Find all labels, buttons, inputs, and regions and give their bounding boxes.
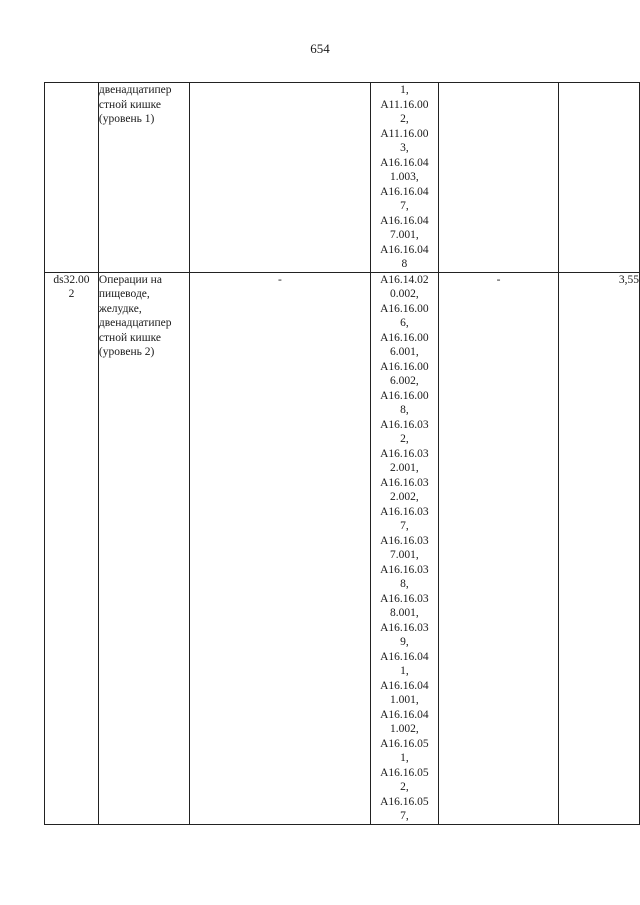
extra-criteria-cell: - (438, 272, 558, 824)
criteria-cell: - (189, 272, 370, 824)
service-code-line: A16.16.03 (380, 447, 429, 460)
group-code-line: ds32.00 (53, 273, 90, 286)
service-codes-cell (370, 83, 438, 273)
group-name-line: желудке, (98, 302, 142, 315)
tariff-table (44, 82, 640, 825)
criteria-cell (189, 83, 370, 273)
extra-criteria-cell (438, 83, 558, 273)
service-code-line: A16.16.00 (380, 302, 429, 315)
group-name-line: двенадцатипер (98, 84, 172, 96)
service-code-line: A16.16.03 (380, 476, 429, 489)
service-code-line: A16.16.03 (380, 592, 429, 605)
group-name-line: (уровень 2) (98, 346, 155, 358)
group-code-line: 2 (68, 288, 75, 300)
service-codes-cell (370, 272, 438, 824)
service-code-line: A11.16.00 (380, 98, 429, 111)
service-code-line: A16.16.04 (380, 679, 429, 692)
service-code-line: A16.16.00 (380, 389, 429, 402)
service-code-line: 6.002, (390, 375, 419, 387)
page-number: 654 (310, 41, 330, 56)
service-code-line: 8, (400, 404, 409, 416)
service-code-line: A16.16.04 (380, 708, 429, 721)
service-code-line: 2, (400, 433, 409, 445)
group-name-line: стной кишке (98, 331, 161, 344)
service-code-line: A16.16.03 (380, 505, 429, 518)
service-code-line: A16.16.04 (380, 185, 429, 198)
service-code-line: A16.16.03 (380, 534, 429, 547)
service-code-line: 1.001, (390, 694, 419, 706)
service-code-line: 2, (400, 781, 409, 793)
service-code-line: A16.16.03 (380, 621, 429, 634)
table-row (45, 272, 640, 824)
service-code-line: 3, (400, 142, 409, 154)
service-code-line: 7, (400, 810, 409, 822)
service-code-line: A16.16.04 (380, 650, 429, 663)
service-code-line: 1, (400, 84, 409, 96)
service-code-line: 8 (401, 258, 408, 270)
service-code-line: 7, (400, 200, 409, 212)
coefficient-cell: 3,55 (559, 272, 640, 824)
service-code-line: 2, (400, 113, 409, 125)
service-code-line: 1, (400, 752, 409, 764)
service-code-line: A16.16.04 (380, 156, 429, 169)
group-name-line: (уровень 1) (98, 113, 155, 125)
coefficient-cell (559, 83, 640, 273)
service-code-line: A16.14.02 (380, 273, 429, 286)
service-code-line: A16.16.00 (380, 331, 429, 344)
table-row (45, 83, 640, 273)
group-code-cell (45, 272, 99, 824)
group-name-line: стной кишке (98, 98, 161, 111)
service-code-line: A16.16.03 (380, 563, 429, 576)
service-code-line: 7.001, (390, 549, 419, 561)
service-code-line: A16.16.05 (380, 795, 429, 808)
group-code-cell (45, 83, 99, 273)
group-name-line: двенадцатипер (98, 317, 172, 329)
group-name-cell (98, 83, 189, 273)
service-code-line: A16.16.04 (380, 243, 429, 256)
service-code-line: 7, (400, 520, 409, 532)
service-code-line: 8, (400, 578, 409, 590)
service-code-line: 1.003, (390, 171, 419, 183)
service-code-line: 1.002, (390, 723, 419, 735)
service-code-line: A16.16.00 (380, 360, 429, 373)
service-code-line: 8.001, (390, 607, 419, 619)
service-code-line: A16.16.05 (380, 766, 429, 779)
service-code-line: A16.16.04 (380, 214, 429, 227)
service-code-line: 6.001, (390, 346, 419, 358)
service-code-line: A16.16.05 (380, 737, 429, 750)
service-code-line: 2.001, (390, 462, 419, 474)
service-code-line: 6, (400, 317, 409, 329)
service-code-line: 0.002, (390, 288, 419, 300)
service-code-line: 9, (400, 636, 409, 648)
service-code-line: 7.001, (390, 229, 419, 241)
group-name-line: пищеводе, (98, 288, 150, 300)
service-code-line: A16.16.03 (380, 418, 429, 431)
group-name-cell (98, 272, 189, 824)
group-name-line: Операции на (98, 273, 162, 286)
service-code-line: 1, (400, 665, 409, 677)
service-code-line: A11.16.00 (380, 127, 429, 140)
service-code-line: 2.002, (390, 491, 419, 503)
